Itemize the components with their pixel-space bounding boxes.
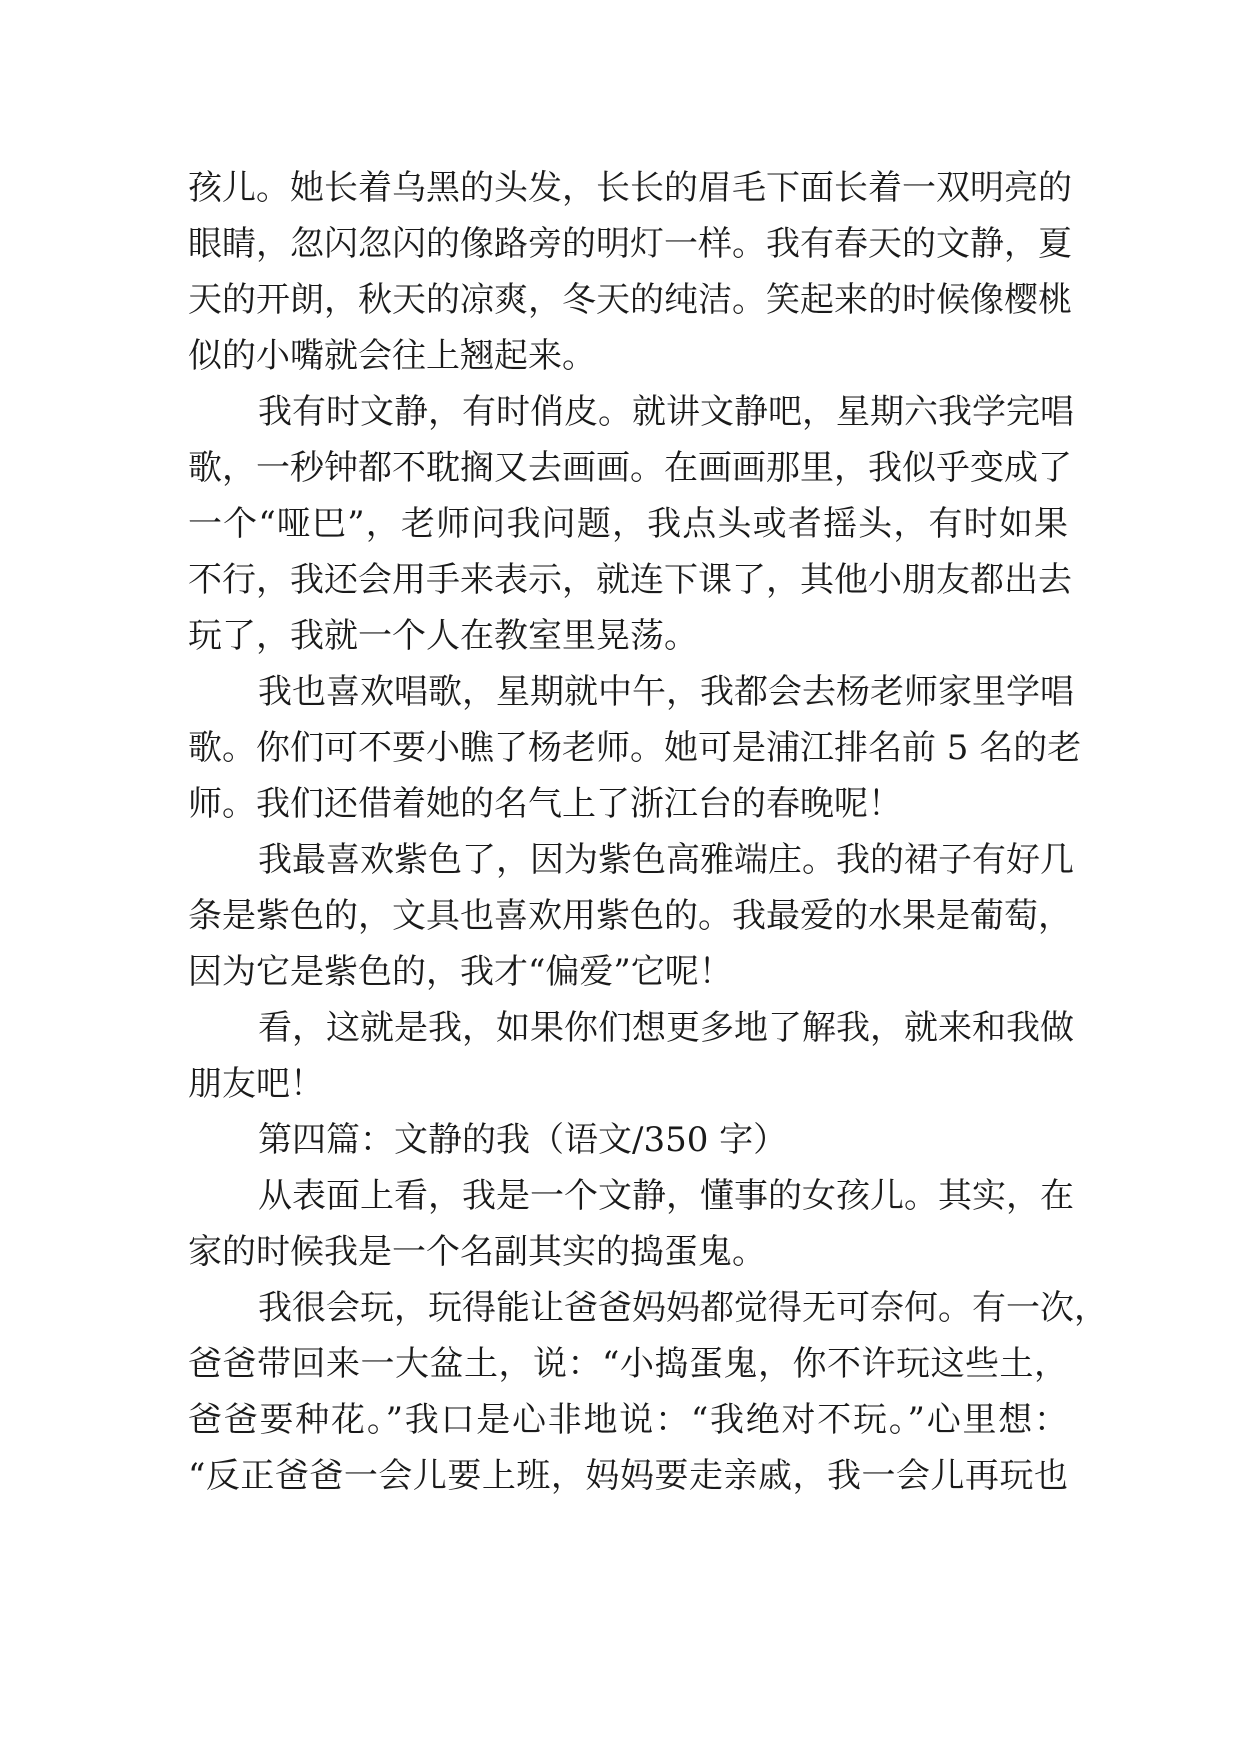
text-line: “反正爸爸一会儿要上班，妈妈要走亲戚，我一会儿再玩也 <box>188 1456 1068 1496</box>
paragraph-first-line: 从表面上看，我是一个文静，懂事的女孩儿。其实，在 <box>258 1176 1074 1216</box>
text-line: 一个“哑巴”，老师问我问题，我点头或者摇头，有时如果 <box>188 504 1068 544</box>
text-line: 条是紫色的，文具也喜欢用紫色的。我最爱的水果是葡萄， <box>188 896 1072 936</box>
paragraph-first-line: 看，这就是我，如果你们想更多地了解我，就来和我做 <box>258 1008 1074 1048</box>
text-line: 似的小嘴就会往上翘起来。 <box>188 336 596 376</box>
text-line: 师。我们还借着她的名气上了浙江台的春晚呢！ <box>188 784 902 824</box>
text-line: 歌，一秒钟都不耽搁又去画画。在画画那里，我似乎变成了 <box>188 448 1072 488</box>
text-line: 天的开朗，秋天的凉爽，冬天的纯洁。笑起来的时候像樱桃 <box>188 280 1072 320</box>
paragraph-first-line: 我有时文静，有时俏皮。就讲文静吧，星期六我学完唱 <box>258 392 1074 432</box>
text-line: 爸爸带回来一大盆土，说：“小捣蛋鬼，你不许玩这些土， <box>188 1344 1068 1384</box>
text-line: 家的时候我是一个名副其实的捣蛋鬼。 <box>188 1232 766 1272</box>
paragraph-first-line: 我最喜欢紫色了，因为紫色高雅端庄。我的裙子有好几 <box>258 840 1074 880</box>
text-line: 不行，我还会用手来表示，就连下课了，其他小朋友都出去 <box>188 560 1072 600</box>
text-line: 眼睛，忽闪忽闪的像路旁的明灯一样。我有春天的文静，夏 <box>188 224 1072 264</box>
paragraph-first-line: 我很会玩，玩得能让爸爸妈妈都觉得无可奈何。有一次， <box>258 1288 1108 1328</box>
text-line: 因为它是紫色的，我才“偏爱”它呢！ <box>188 952 733 992</box>
section-heading: 第四篇：文静的我（语文/350 字） <box>258 1120 788 1160</box>
text-line: 爸爸要种花。”我口是心非地说：“我绝对不玩。”心里想： <box>188 1400 1068 1440</box>
text-line: 孩儿。她长着乌黑的头发，长长的眉毛下面长着一双明亮的 <box>188 168 1072 208</box>
paragraph-first-line: 我也喜欢唱歌，星期就中午，我都会去杨老师家里学唱 <box>258 672 1074 712</box>
text-line: 朋友吧！ <box>188 1064 324 1104</box>
text-line: 歌。你们可不要小瞧了杨老师。她可是浦江排名前 5 名的老 <box>188 728 1082 768</box>
text-line: 玩了，我就一个人在教室里晃荡。 <box>188 616 698 656</box>
